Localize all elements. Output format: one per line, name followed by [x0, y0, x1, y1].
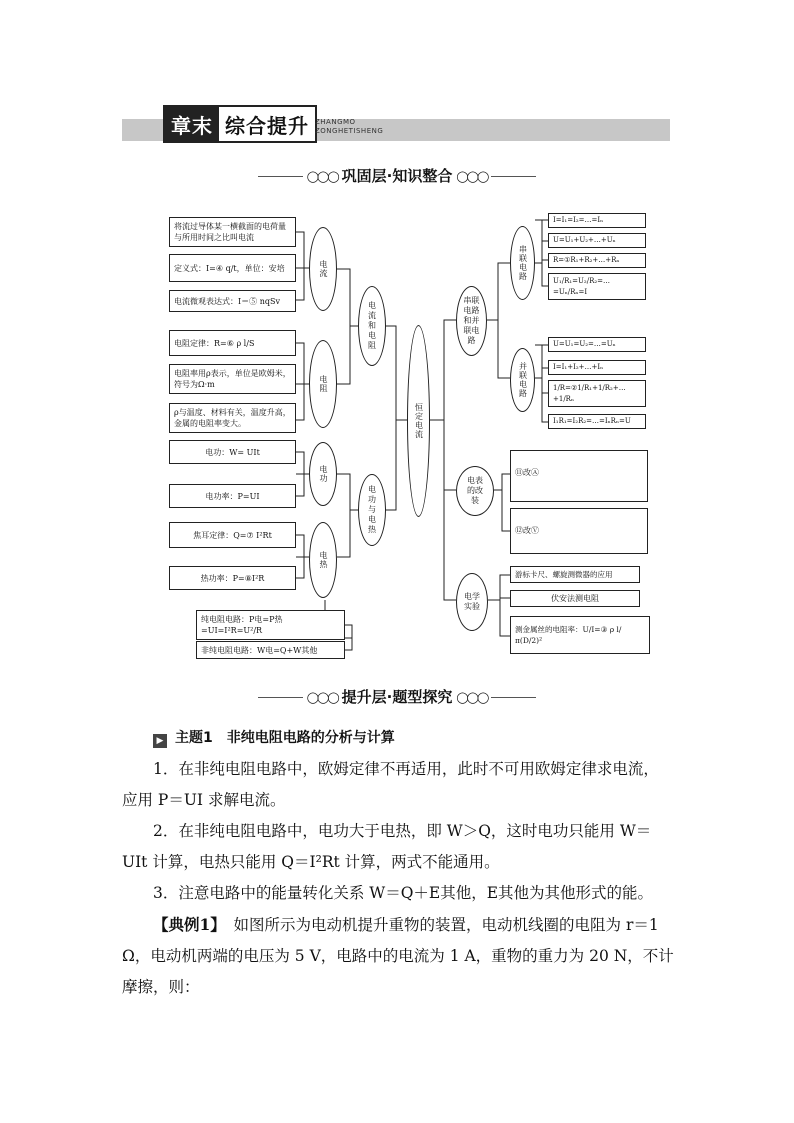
oval-series: 串联电路 — [510, 226, 535, 300]
play-triangle-icon: ▶ — [153, 734, 167, 748]
ornament-icon: ◯◯◯ — [306, 691, 338, 704]
box-current-formula: 定义式：I=④ q/t，单位：安培 — [169, 254, 296, 282]
box-series-i: I=I₁=I₂=…=Iₙ — [548, 213, 646, 228]
oval-current: 电流 — [309, 227, 337, 311]
box-resistance-law: 电阻定律：R=⑥ ρ l/S — [169, 330, 296, 356]
box-parallel-ir: I₁R₁=I₂R₂=…=IₙRₙ=U — [548, 414, 646, 429]
box-series-r: R=①R₁+R₂+…+Rₙ — [548, 253, 646, 268]
oval-series-parallel: 串联电路和并联电路 — [456, 286, 487, 356]
box-current-micro: 电流微观表达式：I＝⑤ nqSv — [169, 290, 296, 312]
box-current-def: 将流过导体某一横截面的电荷量与所用时间之比叫电流 — [169, 217, 296, 247]
box-ammeter-mod: ⑪改Ⓐ — [510, 450, 648, 502]
box-parallel-r: 1/R=②1/R₁+1/R₂+…+1/Rₙ — [548, 380, 646, 407]
oval-work: 电功 — [309, 442, 337, 506]
box-resistivity-temp: ρ与温度、材料有关，温度升高，金属的电阻率变大。 — [169, 403, 296, 433]
ornament-icon: ◯◯◯ — [456, 691, 488, 704]
pinyin-line-2: ZONGHETISHENG — [315, 127, 384, 135]
oval-center: 恒定电流 — [407, 325, 430, 517]
paragraph-2: 2．在非纯电阻电路中，电功大于电热，即 W＞Q，这时电功只能用 W＝UIt 计算，电热只能用 Q＝I²Rt 计算，两式不能通用。 — [122, 822, 652, 871]
chapter-badge-a: 章末 — [165, 107, 219, 141]
box-voltammetry: 伏安法测电阻 — [510, 590, 640, 607]
example-1 — [122, 909, 674, 1003]
section-title-text: 提升层·题型探究 — [341, 688, 453, 706]
section-title-2 — [0, 686, 794, 707]
box-voltmeter-mod: ⑫改Ⓥ — [510, 508, 648, 554]
example-text: 如图所示为电动机提升重物的装置，电动机线圈的电阻为 r＝1 Ω，电动机两端的电压为 5 V，电路中的电流为 1 A，重物的重力为 20 N，不计摩擦，则： — [122, 916, 674, 996]
oval-current-resistance: 电流和电阻 — [358, 286, 386, 366]
example-label: 【典例1】 — [153, 915, 219, 934]
section-title-text: 巩固层·知识整合 — [341, 167, 453, 185]
topic-label: 主题1 非纯电阻电路的分析与计算 — [175, 730, 395, 746]
box-parallel-u: U=U₁=U₂=…=Uₙ — [548, 337, 646, 352]
paragraph-1: 1．在非纯电阻电路中，欧姆定律不再适用，此时不可用欧姆定律求电流，应用 P＝UI 求解电流。 — [122, 760, 659, 809]
box-series-ratio: U₁/R₁=U₂/R₂=…=Uₙ/Rₙ=I — [548, 273, 646, 300]
oval-parallel: 并联电路 — [510, 348, 535, 412]
box-power: 电功率：P=UI — [169, 484, 296, 508]
topic-heading — [153, 727, 395, 748]
oval-experiment: 电学实验 — [456, 573, 488, 631]
ornament-icon: ◯◯◯ — [306, 170, 338, 183]
paragraph-3: 3．注意电路中的能量转化关系 W＝Q＋E其他，E其他为其他形式的能。 — [153, 884, 654, 902]
box-heat-power: 热功率：P=⑧I²R — [169, 566, 296, 590]
box-resistivity: 电阻率用ρ表示，单位是欧姆米，符号为Ω·m — [169, 364, 296, 394]
box-series-u: U=U₁+U₂+…+Uₙ — [548, 233, 646, 248]
oval-work-heat: 电功与电热 — [358, 474, 386, 546]
chapter-badge-b: 综合提升 — [225, 114, 309, 138]
oval-heat: 电热 — [309, 522, 337, 598]
oval-resistance: 电阻 — [309, 340, 337, 428]
box-resistivity-measure: 测金属丝的电阻率：U/I=③ ρ l/π(D/2)² — [510, 616, 650, 654]
box-pure-resistance: 纯电阻电路：P电=P热=UI=I²R=U²/R — [196, 610, 345, 640]
ornament-icon: ◯◯◯ — [456, 170, 488, 183]
box-nonpure-resistance: 非纯电阻电路：W电=Q+W其他 — [196, 641, 345, 659]
box-vernier: 游标卡尺、螺旋测微器的应用 — [510, 566, 640, 583]
box-work: 电功：W= UIt — [169, 440, 296, 464]
oval-meter-mod: 电表的改装 — [456, 466, 494, 516]
box-joule-law: 焦耳定律：Q=⑦ I²Rt — [169, 522, 296, 548]
box-parallel-i: I=I₁+I₂+…+Iₙ — [548, 360, 646, 375]
pinyin-line-1: ZHANGMO — [315, 118, 356, 126]
